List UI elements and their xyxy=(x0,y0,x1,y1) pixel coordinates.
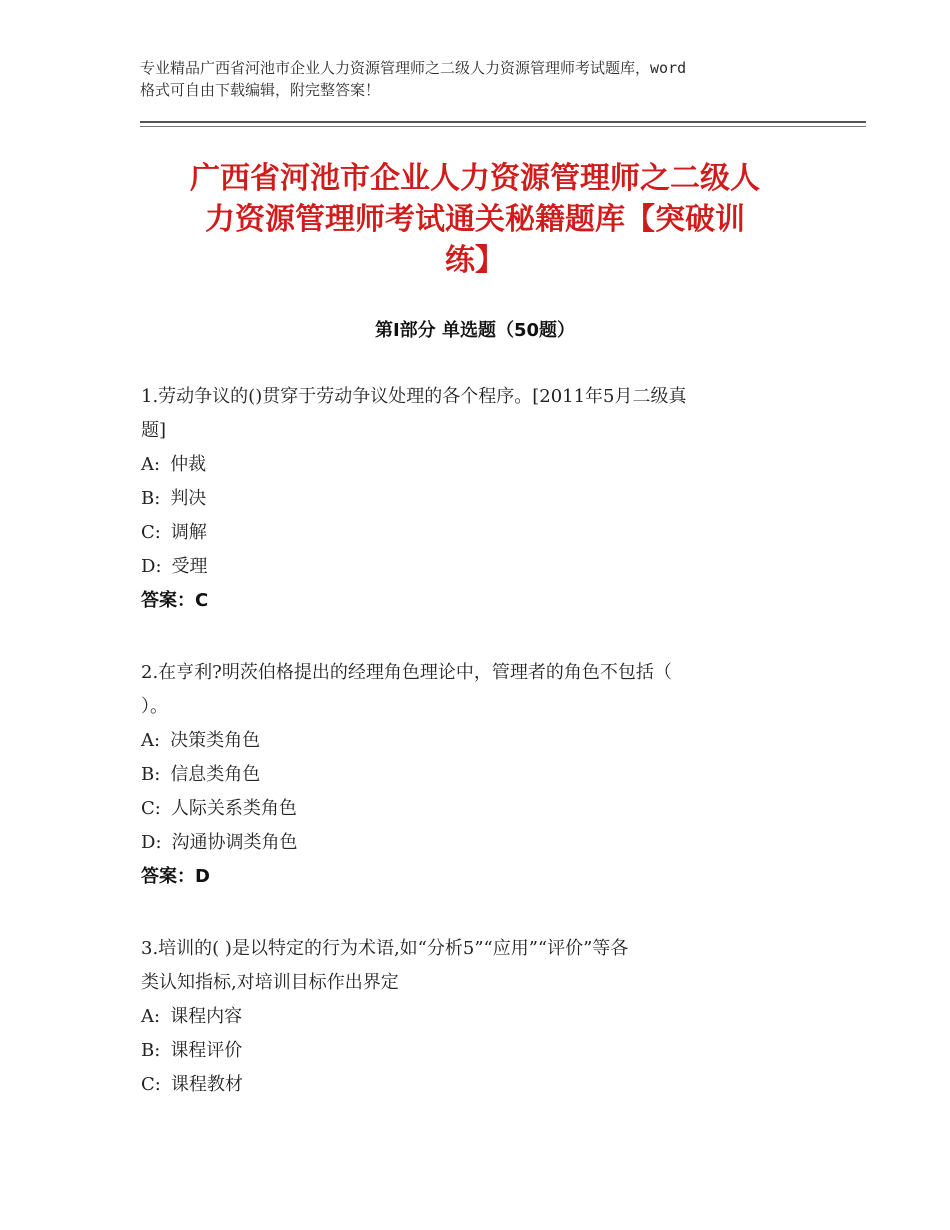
option-letter: D xyxy=(141,832,156,853)
option-b xyxy=(141,758,821,792)
question-stem xyxy=(141,656,821,724)
option-letter: D xyxy=(141,556,156,577)
answer-label: 答案：C xyxy=(141,590,209,611)
option-b xyxy=(141,482,821,516)
option-separator: : xyxy=(154,764,161,785)
header-divider-thick xyxy=(140,121,866,123)
option-a xyxy=(141,724,821,758)
option-separator: : xyxy=(154,1040,161,1061)
option-separator: : xyxy=(154,488,161,509)
option-text: 人际关系类角色 xyxy=(170,798,297,819)
option-c xyxy=(141,1068,821,1102)
document-title-line: 练】 xyxy=(445,243,505,278)
option-letter: A xyxy=(141,1006,154,1027)
option-letter: C xyxy=(141,798,155,819)
answer-label: 答案：D xyxy=(141,866,210,887)
header-note-line: 格式可自由下载编辑，附完整答案！ xyxy=(140,81,381,99)
option-text: 课程教材 xyxy=(170,1074,243,1095)
question-stem xyxy=(141,380,821,448)
option-text: 课程评价 xyxy=(170,1040,243,1061)
question-list xyxy=(141,380,821,1102)
option-separator: : xyxy=(155,832,162,853)
option-letter: C xyxy=(141,522,155,543)
document-title-line: 广西省河池市企业人力资源管理师之二级人 xyxy=(190,161,760,196)
option-a xyxy=(141,448,821,482)
option-d xyxy=(141,550,821,584)
option-letter: C xyxy=(141,1074,155,1095)
option-d xyxy=(141,826,821,860)
question-spacer xyxy=(141,618,821,656)
option-letter: B xyxy=(141,764,155,785)
header-note-line: 专业精品广西省河池市企业人力资源管理师之二级人力资源管理师考试题库，word xyxy=(140,59,687,77)
question-stem-line: 2.在亨利?明茨伯格提出的经理角色理论中，管理者的角色不包括（ xyxy=(141,662,672,683)
question-stem-line: ）。 xyxy=(141,696,168,717)
option-letter: A xyxy=(141,454,154,475)
question-stem xyxy=(141,932,821,1000)
question-stem-line: 类认知指标,对培训目标作出界定 xyxy=(141,972,399,993)
question-item xyxy=(141,656,821,894)
option-separator: : xyxy=(154,1074,161,1095)
option-text: 信息类角色 xyxy=(170,764,261,785)
question-stem-line: 1.劳动争议的()贯穿于劳动争议处理的各个程序。[2011年5月二级真 xyxy=(141,386,687,407)
option-text: 受理 xyxy=(171,556,208,577)
header-note xyxy=(140,57,840,101)
option-separator: : xyxy=(154,1006,161,1027)
option-letter: B xyxy=(141,1040,155,1061)
document-title xyxy=(140,158,810,281)
option-text: 沟通协调类角色 xyxy=(171,832,298,853)
option-letter: A xyxy=(141,730,154,751)
option-b xyxy=(141,1034,821,1068)
header-divider-thin xyxy=(140,126,866,127)
option-separator: : xyxy=(154,730,161,751)
option-separator: : xyxy=(154,522,161,543)
option-text: 课程内容 xyxy=(170,1006,243,1027)
question-item xyxy=(141,380,821,618)
option-a xyxy=(141,1000,821,1034)
document-title-line: 力资源管理师考试通关秘籍题库【突破训 xyxy=(205,202,745,237)
option-separator: : xyxy=(154,454,161,475)
option-text: 调解 xyxy=(170,522,207,543)
question-item xyxy=(141,932,821,1102)
question-spacer xyxy=(141,894,821,932)
option-c xyxy=(141,516,821,550)
option-separator: : xyxy=(155,556,162,577)
option-text: 仲裁 xyxy=(170,454,207,475)
option-text: 决策类角色 xyxy=(170,730,261,751)
option-c xyxy=(141,792,821,826)
option-separator: : xyxy=(154,798,161,819)
question-stem-line: 题] xyxy=(141,420,167,441)
option-letter: B xyxy=(141,488,155,509)
option-text: 判决 xyxy=(170,488,207,509)
section-title: 第Ⅰ部分 单选题（50题） xyxy=(374,320,575,341)
question-stem-line: 3.培训的( )是以特定的行为术语,如“分析5”“应用”“评价”等各 xyxy=(141,938,629,959)
